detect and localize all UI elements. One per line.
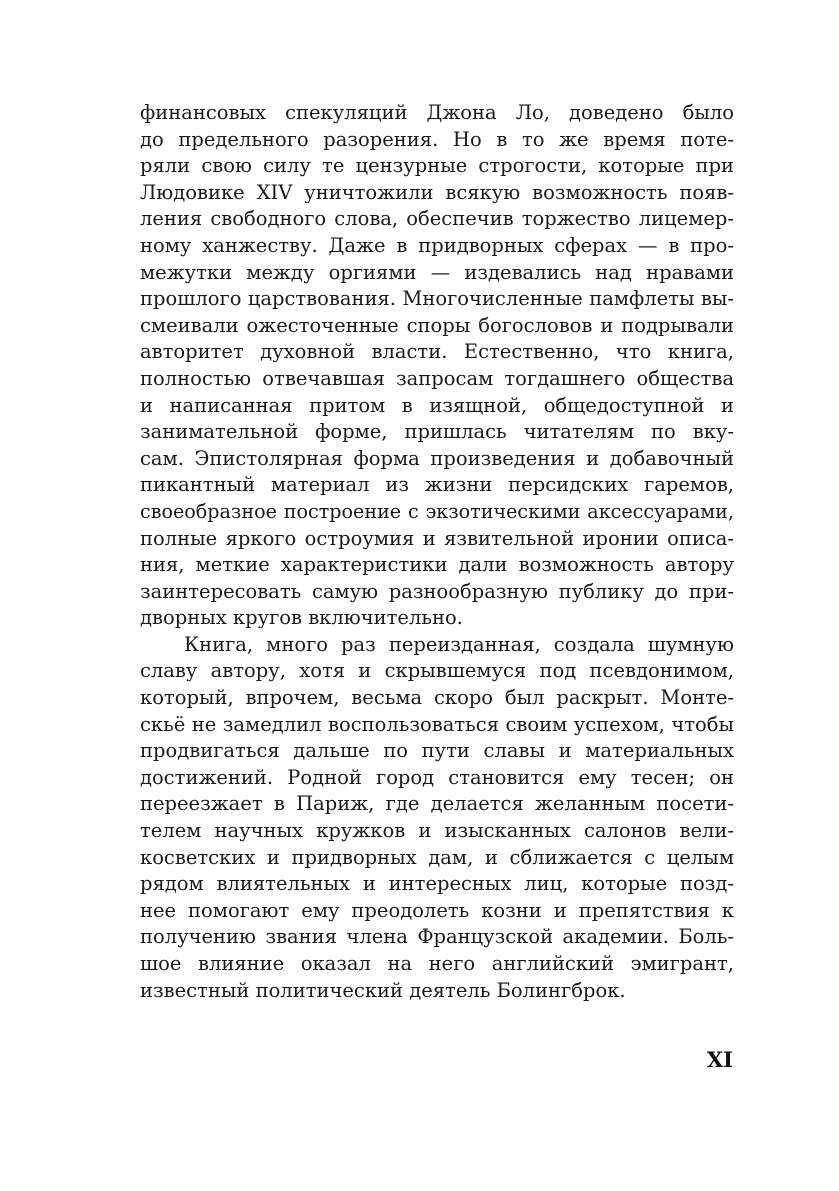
text-line: косветских и придворных дам, и сближается с целым bbox=[140, 845, 734, 869]
text-line: Книга, много раз переизданная, создала шумную bbox=[184, 632, 734, 656]
text-line: до предельного разорения. Но в то же время поте- bbox=[140, 127, 734, 151]
text-line: сам. Эпистолярная форма произведения и добавочный bbox=[140, 446, 734, 470]
text-line: и написанная притом в изящной, общедоступной и bbox=[140, 393, 734, 417]
text-line: межутки между оргиями — издевались над нравами bbox=[140, 260, 734, 284]
text-line: известный политический деятель Болингброк. bbox=[140, 978, 626, 1002]
text-line: пикантный материал из жизни персидских гаремов, bbox=[140, 473, 734, 497]
text-line: смеивали ожесточенные споры богословов и подрывали bbox=[140, 313, 734, 337]
text-line: который, впрочем, весьма скоро был раскрыт. Монте- bbox=[140, 686, 734, 710]
text-line: нее помогают ему преодолеть козни и препятствия к bbox=[140, 898, 734, 922]
text-line: скьё не замедлил воспользоваться своим успехом, чтобы bbox=[140, 712, 734, 736]
text-line: шое влияние оказал на него английский эмигрант, bbox=[140, 952, 734, 975]
text-line: ряли свою силу те цензурные строгости, которые при bbox=[140, 154, 734, 178]
text-line: прошлого царствования. Многочисленные памфлеты вы- bbox=[140, 287, 734, 311]
text-line: ному ханжеству. Даже в придворных сферах — в про- bbox=[140, 233, 734, 257]
text-line: достижений. Родной город становится ему тесен; он bbox=[140, 765, 734, 789]
text-line: славу автору, хотя и скрывшемуся под псевдонимом, bbox=[140, 659, 734, 683]
text-line: дворных кругов включительно. bbox=[140, 606, 463, 630]
text-line: полностью отвечавшая запросам тогдашнего общества bbox=[140, 366, 734, 390]
paragraph-1 bbox=[140, 100, 734, 632]
text-line: получению звания члена Французской академии. Боль- bbox=[140, 925, 734, 949]
body-text bbox=[140, 100, 734, 1004]
text-line: ния, меткие характеристики дали возможность автору bbox=[140, 553, 734, 577]
text-line: заинтересовать самую разнообразную публику до при- bbox=[140, 579, 734, 603]
paragraph-2 bbox=[140, 632, 734, 1004]
text-line: полные яркого остроумия и язвительной иронии описа- bbox=[140, 526, 734, 550]
text-line: авторитет духовной власти. Естественно, что книга, bbox=[140, 340, 734, 364]
text-line: ления свободного слова, обеспечив торжество лицемер- bbox=[140, 207, 734, 231]
text-line: финансовых спекуляций Джона Ло, доведено было bbox=[140, 101, 734, 124]
page-number: XI bbox=[706, 1047, 733, 1072]
text-line: переезжает в Париж, где делается желанным посети- bbox=[140, 792, 734, 816]
text-line: занимательной форме, пришлась читателям по вку- bbox=[140, 420, 734, 444]
text-line: продвигаться дальше по пути славы и материальных bbox=[140, 739, 734, 763]
text-line: своеобразное построение с экзотическими аксессуарами, bbox=[140, 499, 734, 523]
text-line: Людовике XIV уничтожили всякую возможность появ- bbox=[140, 180, 734, 204]
text-line: рядом влиятельных и интересных лиц, которые позд- bbox=[140, 872, 734, 896]
text-line: телем научных кружков и изысканных салонов вели- bbox=[140, 819, 734, 843]
